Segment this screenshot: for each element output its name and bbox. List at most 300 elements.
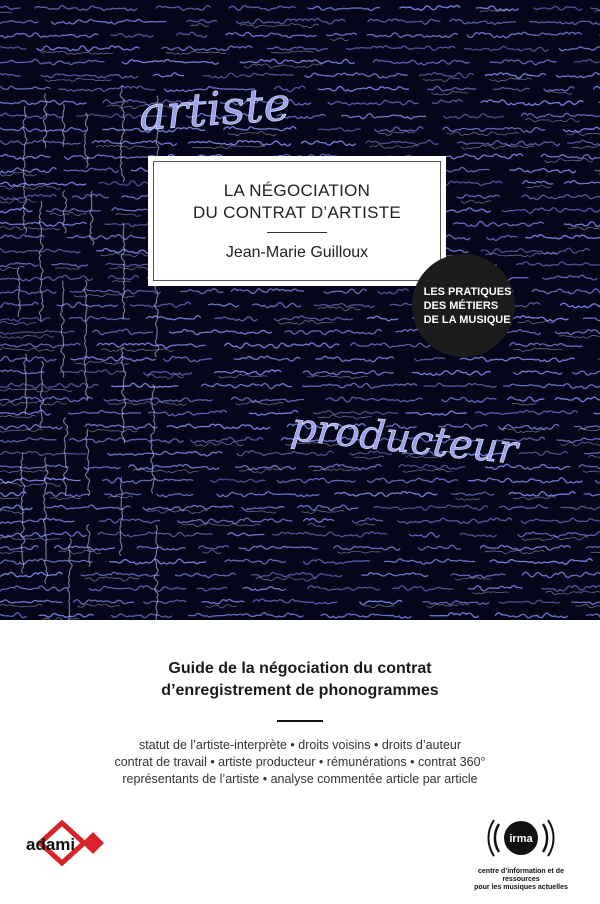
script-stroke bbox=[178, 518, 292, 523]
script-stroke bbox=[308, 7, 380, 11]
author-name: Jean-Marie Guilloux bbox=[225, 244, 369, 261]
script-stroke bbox=[146, 316, 200, 320]
script-stroke bbox=[314, 303, 374, 307]
script-stroke bbox=[0, 471, 48, 473]
script-stroke bbox=[0, 497, 18, 499]
script-stroke bbox=[548, 91, 572, 94]
script-stroke bbox=[561, 442, 600, 446]
script-stroke bbox=[240, 59, 354, 63]
script-stroke bbox=[419, 545, 461, 550]
script-stroke bbox=[544, 87, 574, 92]
script-stroke bbox=[175, 573, 235, 577]
script-stroke bbox=[442, 208, 490, 212]
script-stroke bbox=[229, 6, 295, 11]
script-stroke bbox=[0, 222, 86, 226]
script-stroke bbox=[0, 181, 86, 186]
script-stroke bbox=[84, 467, 120, 470]
script-stroke bbox=[301, 141, 355, 145]
script-stroke bbox=[65, 155, 155, 159]
script-stroke bbox=[84, 280, 88, 400]
script-stroke bbox=[267, 47, 327, 51]
script-stroke bbox=[589, 455, 600, 457]
script-stroke bbox=[18, 269, 21, 317]
script-stroke bbox=[555, 329, 600, 334]
script-stroke bbox=[274, 316, 352, 321]
script-stroke bbox=[211, 479, 265, 482]
script-stroke bbox=[572, 146, 600, 149]
script-stroke bbox=[487, 236, 517, 241]
script-stroke bbox=[0, 155, 50, 159]
script-stroke bbox=[508, 397, 544, 401]
script-stroke bbox=[228, 533, 264, 536]
script-stroke bbox=[586, 546, 600, 550]
script-stroke bbox=[504, 384, 600, 389]
script-stroke bbox=[61, 281, 65, 377]
script-stroke bbox=[177, 32, 207, 37]
script-stroke bbox=[514, 371, 562, 374]
adami-wordmark: adami bbox=[26, 835, 76, 854]
script-stroke bbox=[103, 478, 193, 483]
script-stroke bbox=[41, 51, 113, 54]
script-stroke bbox=[0, 195, 56, 200]
script-stroke bbox=[148, 374, 184, 378]
script-stroke bbox=[522, 194, 600, 199]
script-stroke bbox=[490, 559, 592, 564]
script-stroke bbox=[37, 46, 139, 51]
script-stroke bbox=[0, 167, 56, 172]
script-stroke bbox=[181, 289, 223, 294]
script-stroke bbox=[0, 335, 54, 339]
script-stroke bbox=[432, 100, 462, 104]
script-stroke bbox=[321, 614, 411, 618]
script-stroke bbox=[89, 586, 185, 592]
script-stroke bbox=[0, 389, 72, 392]
script-stroke bbox=[514, 348, 562, 351]
script-stroke bbox=[39, 613, 93, 617]
script-stroke bbox=[252, 572, 342, 577]
script-stroke bbox=[313, 469, 361, 471]
script-stroke bbox=[347, 46, 455, 50]
script-stroke bbox=[191, 24, 209, 27]
script-stroke bbox=[584, 492, 600, 497]
script-stroke bbox=[444, 114, 504, 119]
script-stroke bbox=[193, 146, 265, 149]
script-stroke bbox=[419, 73, 473, 78]
script-stroke bbox=[244, 64, 322, 68]
script-stroke bbox=[326, 397, 422, 402]
script-stroke bbox=[594, 410, 600, 416]
script-stroke bbox=[147, 510, 207, 513]
script-stroke bbox=[0, 140, 80, 144]
script-stroke bbox=[595, 170, 600, 172]
script-stroke bbox=[56, 268, 80, 269]
script-stroke bbox=[133, 469, 199, 473]
script-stroke bbox=[96, 146, 156, 149]
script-stroke bbox=[351, 343, 441, 347]
script-stroke bbox=[250, 410, 298, 415]
script-stroke bbox=[0, 600, 62, 603]
script-stroke bbox=[368, 19, 440, 24]
script-stroke bbox=[518, 321, 554, 324]
script-stroke bbox=[373, 60, 469, 65]
script-stroke bbox=[182, 523, 260, 527]
script-stroke bbox=[512, 404, 536, 406]
script-stroke bbox=[302, 510, 344, 514]
script-stroke bbox=[60, 370, 126, 374]
script-stroke bbox=[585, 452, 600, 455]
script-stroke bbox=[542, 586, 600, 592]
script-stroke bbox=[442, 397, 496, 402]
script-stroke bbox=[559, 46, 600, 51]
script-stroke bbox=[0, 348, 54, 351]
script-stroke bbox=[510, 168, 576, 172]
title-divider bbox=[267, 232, 327, 233]
topics-line-3: représentants de l’artiste • analyse commentée article par article bbox=[122, 772, 478, 786]
script-stroke bbox=[217, 492, 319, 497]
script-stroke bbox=[202, 383, 292, 388]
adami-logo bbox=[26, 820, 106, 866]
script-stroke bbox=[521, 518, 599, 523]
script-stroke bbox=[0, 604, 42, 607]
script-stroke bbox=[316, 356, 394, 361]
script-stroke bbox=[189, 141, 291, 146]
script-stroke bbox=[237, 19, 345, 25]
script-stroke bbox=[71, 357, 155, 361]
script-stroke bbox=[239, 469, 281, 473]
script-stroke bbox=[0, 356, 56, 361]
script-stroke bbox=[490, 60, 556, 65]
script-stroke bbox=[468, 586, 522, 591]
script-stroke bbox=[525, 119, 579, 122]
script-stroke bbox=[467, 32, 581, 37]
script-stroke bbox=[423, 601, 489, 605]
script-stroke bbox=[35, 6, 137, 11]
script-stroke bbox=[51, 20, 165, 25]
script-stroke bbox=[285, 329, 381, 334]
script-stroke bbox=[572, 600, 600, 605]
series-line-1: LES PRATIQUES bbox=[423, 285, 512, 298]
script-stroke bbox=[393, 586, 453, 591]
subtitle-divider bbox=[277, 720, 323, 722]
script-stroke bbox=[543, 275, 597, 280]
script-stroke bbox=[324, 289, 366, 293]
script-stroke bbox=[121, 347, 125, 443]
script-stroke bbox=[308, 523, 326, 527]
script-stroke bbox=[514, 316, 568, 322]
script-stroke bbox=[430, 613, 478, 618]
script-stroke bbox=[308, 586, 380, 590]
script-stroke bbox=[0, 482, 60, 486]
script-stroke bbox=[243, 587, 285, 590]
script-stroke bbox=[164, 356, 212, 361]
script-stroke bbox=[101, 348, 173, 351]
script-stroke bbox=[87, 525, 91, 567]
script-stroke bbox=[40, 361, 44, 427]
script-stroke bbox=[298, 505, 358, 510]
script-stroke bbox=[367, 316, 397, 321]
script-stroke bbox=[97, 343, 205, 348]
script-stroke bbox=[50, 497, 80, 500]
script-stroke bbox=[85, 424, 157, 429]
script-stroke bbox=[450, 19, 516, 24]
script-stroke bbox=[327, 33, 357, 35]
script-stroke bbox=[468, 478, 582, 483]
script-stroke bbox=[199, 546, 229, 549]
script-stroke bbox=[370, 145, 418, 148]
script-stroke bbox=[378, 289, 408, 294]
script-stroke bbox=[594, 86, 600, 91]
script-stroke bbox=[412, 370, 490, 375]
script-stroke bbox=[231, 289, 303, 294]
script-stroke bbox=[45, 78, 111, 81]
script-stroke bbox=[451, 492, 493, 495]
script-stroke bbox=[0, 572, 62, 577]
script-stroke bbox=[534, 7, 582, 11]
script-stroke bbox=[202, 600, 244, 604]
script-stroke bbox=[530, 21, 600, 24]
script-stroke bbox=[360, 600, 402, 604]
script-stroke bbox=[573, 371, 600, 375]
script-stroke bbox=[89, 429, 137, 432]
script-stroke bbox=[584, 316, 600, 321]
art-word: artiste bbox=[137, 76, 293, 141]
script-stroke bbox=[73, 600, 133, 604]
script-stroke bbox=[256, 577, 316, 581]
script-stroke bbox=[309, 464, 381, 469]
script-stroke bbox=[595, 478, 600, 482]
script-stroke bbox=[277, 478, 355, 482]
script-stroke bbox=[379, 131, 415, 135]
script-stroke bbox=[206, 605, 236, 608]
title-box bbox=[148, 156, 446, 286]
script-stroke bbox=[587, 613, 600, 618]
script-stroke bbox=[0, 401, 66, 405]
script-stroke bbox=[234, 356, 300, 361]
script-stroke bbox=[590, 550, 600, 554]
script-stroke bbox=[253, 303, 301, 308]
script-stroke bbox=[197, 587, 227, 590]
script-stroke bbox=[451, 574, 505, 578]
script-stroke bbox=[0, 536, 60, 540]
script-stroke bbox=[453, 221, 543, 226]
script-stroke bbox=[81, 572, 159, 576]
script-stroke bbox=[226, 32, 316, 37]
script-stroke bbox=[108, 402, 186, 406]
script-stroke bbox=[489, 78, 531, 82]
script-stroke bbox=[541, 154, 600, 159]
script-stroke bbox=[0, 46, 26, 49]
script-stroke bbox=[0, 322, 36, 325]
script-stroke bbox=[0, 505, 32, 510]
script-stroke bbox=[364, 605, 394, 608]
script-stroke bbox=[366, 140, 438, 144]
script-stroke bbox=[447, 132, 519, 136]
script-stroke bbox=[328, 100, 418, 105]
script-stroke bbox=[0, 100, 86, 104]
script-stroke bbox=[557, 438, 600, 443]
script-stroke bbox=[112, 281, 130, 282]
script-stroke bbox=[0, 370, 44, 375]
script-stroke bbox=[443, 127, 545, 132]
series-line-2: DES MÉTIERS bbox=[423, 299, 499, 312]
script-stroke bbox=[225, 343, 339, 348]
script-stroke bbox=[432, 91, 468, 95]
script-stroke bbox=[576, 604, 600, 608]
script-stroke bbox=[517, 262, 600, 266]
script-stroke bbox=[461, 200, 491, 203]
script-stroke bbox=[99, 519, 159, 523]
script-stroke bbox=[568, 140, 600, 145]
script-stroke bbox=[595, 10, 600, 14]
script-stroke bbox=[273, 532, 387, 537]
script-stroke bbox=[579, 465, 600, 470]
script-stroke bbox=[0, 546, 38, 550]
script-stroke bbox=[557, 73, 600, 78]
script-stroke bbox=[122, 60, 218, 65]
script-stroke bbox=[521, 113, 599, 118]
script-stroke bbox=[0, 73, 20, 76]
script-stroke bbox=[481, 100, 583, 105]
script-stroke bbox=[93, 329, 153, 335]
script-stroke bbox=[0, 21, 38, 24]
topics-list bbox=[0, 737, 600, 788]
script-stroke bbox=[0, 415, 36, 418]
script-stroke bbox=[523, 181, 553, 184]
script-stroke bbox=[500, 600, 560, 604]
script-stroke bbox=[0, 510, 24, 514]
script-stroke bbox=[476, 6, 518, 10]
title-line-1: LA NÉGOCIATION bbox=[223, 181, 371, 200]
script-stroke bbox=[0, 275, 92, 280]
script-stroke bbox=[46, 492, 88, 496]
script-stroke bbox=[522, 536, 588, 540]
script-stroke bbox=[169, 329, 271, 334]
script-stroke bbox=[0, 208, 32, 213]
script-stroke bbox=[303, 383, 417, 388]
script-stroke bbox=[231, 397, 303, 402]
script-stroke bbox=[162, 46, 252, 51]
script-stroke bbox=[367, 478, 457, 483]
script-stroke bbox=[480, 10, 510, 12]
script-stroke bbox=[143, 505, 233, 510]
script-stroke bbox=[485, 253, 557, 257]
script-stroke bbox=[0, 343, 80, 347]
script-stroke bbox=[409, 533, 439, 538]
script-stroke bbox=[509, 492, 575, 496]
script-stroke bbox=[157, 494, 193, 497]
script-stroke bbox=[502, 208, 600, 213]
script-stroke bbox=[203, 550, 221, 553]
script-stroke bbox=[304, 560, 370, 565]
series-badge bbox=[412, 254, 515, 357]
script-stroke bbox=[428, 86, 476, 91]
script-stroke bbox=[334, 546, 400, 550]
script-stroke bbox=[565, 181, 600, 186]
script-stroke bbox=[439, 154, 523, 159]
script-stroke bbox=[559, 334, 600, 338]
script-stroke bbox=[0, 290, 56, 294]
script-stroke bbox=[0, 613, 26, 618]
script-stroke bbox=[112, 208, 148, 211]
script-stroke bbox=[374, 505, 488, 510]
irma-wordmark: irma bbox=[509, 833, 533, 845]
script-stroke bbox=[574, 424, 600, 429]
script-stroke bbox=[318, 128, 360, 131]
script-stroke bbox=[400, 6, 460, 11]
script-stroke bbox=[303, 371, 393, 375]
script-stroke bbox=[455, 498, 479, 500]
script-stroke bbox=[0, 6, 20, 10]
script-stroke bbox=[119, 477, 122, 555]
script-stroke bbox=[0, 12, 12, 13]
book-title bbox=[148, 180, 446, 224]
script-stroke bbox=[111, 614, 171, 618]
script-stroke bbox=[457, 195, 499, 198]
script-stroke bbox=[385, 559, 475, 564]
script-stroke bbox=[0, 59, 104, 64]
script-stroke bbox=[0, 532, 86, 537]
script-stroke bbox=[108, 451, 222, 456]
script-stroke bbox=[242, 507, 284, 511]
script-stroke bbox=[403, 469, 451, 472]
script-stroke bbox=[112, 383, 178, 387]
script-stroke bbox=[0, 127, 86, 131]
art-word: producteur bbox=[288, 404, 520, 474]
script-stroke bbox=[0, 519, 74, 524]
topics-line-1: statut de l’artiste-interprète • droits voisins • droits d’auteur bbox=[138, 738, 462, 752]
subtitle-line-2: d’enregistrement de phonogrammes bbox=[161, 682, 439, 699]
script-stroke bbox=[522, 572, 600, 578]
script-stroke bbox=[0, 451, 86, 455]
script-stroke bbox=[131, 302, 191, 307]
script-stroke bbox=[0, 113, 62, 118]
irma-tagline-line-2: pour les musiques actuelles bbox=[474, 884, 568, 891]
script-stroke bbox=[104, 398, 212, 402]
script-stroke bbox=[67, 235, 145, 240]
script-stroke bbox=[578, 428, 600, 432]
script-stroke bbox=[208, 304, 238, 307]
script-stroke bbox=[518, 532, 600, 537]
script-stroke bbox=[41, 74, 137, 78]
script-stroke bbox=[156, 6, 210, 11]
script-stroke bbox=[55, 546, 115, 550]
script-stroke bbox=[460, 533, 496, 537]
script-stroke bbox=[111, 34, 153, 38]
script-stroke bbox=[493, 88, 529, 91]
script-stroke bbox=[481, 248, 589, 253]
script-stroke bbox=[85, 577, 139, 581]
script-stroke bbox=[116, 214, 140, 216]
script-stroke bbox=[0, 235, 44, 238]
script-stroke bbox=[375, 127, 423, 132]
script-stroke bbox=[513, 496, 555, 499]
series-line-3: DE LA MUSIQUE bbox=[423, 313, 511, 326]
title-line-2: DU CONTRAT D’ARTISTE bbox=[192, 203, 402, 222]
irma-logo bbox=[466, 812, 576, 892]
script-stroke bbox=[46, 505, 130, 509]
script-stroke bbox=[191, 437, 263, 442]
script-stroke bbox=[510, 343, 582, 347]
script-stroke bbox=[304, 519, 334, 523]
script-stroke bbox=[0, 86, 50, 89]
script-stroke bbox=[318, 87, 408, 92]
script-stroke bbox=[144, 600, 186, 604]
script-stroke bbox=[527, 186, 551, 188]
script-stroke bbox=[495, 613, 567, 618]
script-stroke bbox=[64, 168, 118, 172]
script-stroke bbox=[561, 505, 600, 510]
script-stroke bbox=[475, 410, 577, 414]
